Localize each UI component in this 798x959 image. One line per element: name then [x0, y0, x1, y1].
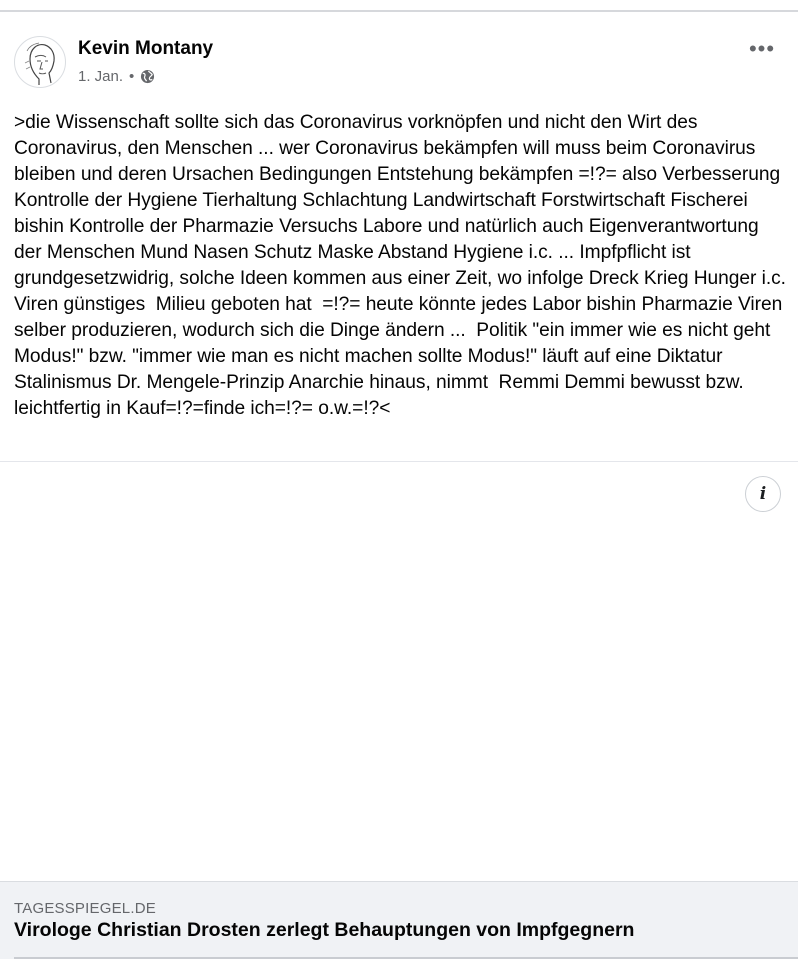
top-divider	[0, 10, 798, 12]
post-header	[0, 34, 798, 94]
info-icon: i	[759, 484, 767, 504]
text-divider	[0, 461, 798, 462]
link-domain: TAGESSPIEGEL.DE	[14, 900, 156, 917]
meta-separator: •	[129, 67, 135, 85]
link-preview-card[interactable]	[0, 881, 798, 959]
post-date[interactable]: 1. Jan.	[78, 67, 124, 85]
info-button[interactable]	[745, 476, 781, 512]
post-meta	[78, 66, 155, 86]
globe-icon	[140, 69, 155, 84]
author-name[interactable]: Kevin Montany	[78, 38, 214, 59]
avatar[interactable]	[14, 36, 66, 88]
more-options-button[interactable]: •••	[748, 36, 776, 61]
link-title[interactable]: Virologe Christian Drosten zerlegt Behauptungen von Impfgegnern	[14, 919, 635, 941]
sketch-face-icon	[15, 37, 66, 88]
post-text: >die Wissenschaft sollte sich das Coronavirus vorknöpfen und nicht den Wirt des Coronavirus, den Menschen ... wer Coronavirus bekämpfen will muss beim Coronavirus bleiben und deren Ursachen Bedingungen Entstehung bekämpfen =!?= also Verbesserung Kontrolle der Hygiene Tierhaltung Schlachtung Landwirtschaft Forstwirtschaft Fischerei bishin Kontrolle der Pharmazie Versuchs Labore und natürlich auch Eigenverantwortung der Menschen Mund Nasen Schutz Maske Abstand Hygiene i.c. ... Impfpflicht ist grundgesetzwidrig, solche Ideen kommen aus einer Zeit, wo infolge Dreck Krieg Hunger i.c. Viren günstiges Milieu geboten hat =!?= heute könnte jedes Labor bishin Pharmazie Viren selber produzieren, wodurch sich die Dinge ändern ... Politik "ein immer wie es nicht geht Modus!" bzw. "immer wie man es nicht machen sollte Modus!" läuft auf eine Diktatur Stalinismus Dr. Mengele-Prinzip Anarchie hinaus, nimmt Remmi Demmi bewusst bzw. leichtfertig in Kauf=!?=finde ich=!?= o.w.=!?<	[14, 112, 797, 419]
